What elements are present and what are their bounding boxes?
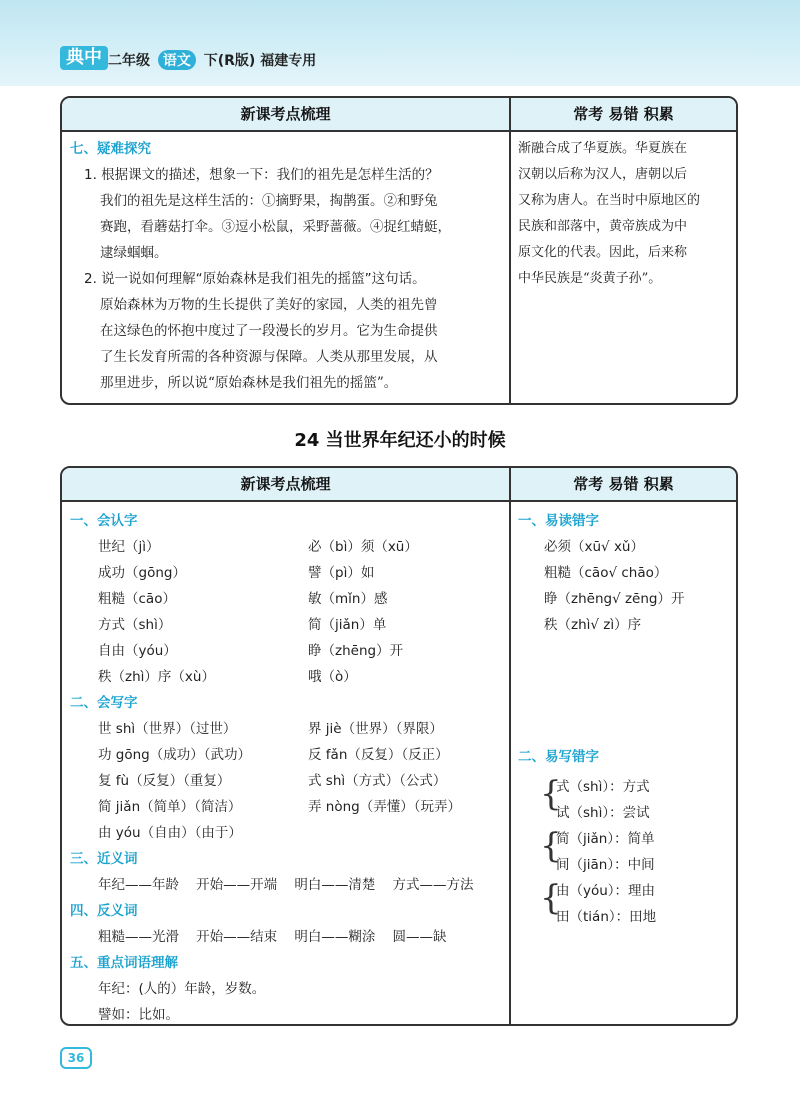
- question: 1. 根据课文的描述，想象一下：我们的祖先是怎样生活的？: [84, 167, 439, 183]
- write-item: 界 jiè（世界）（界限）: [308, 721, 443, 737]
- header-band: [0, 0, 800, 86]
- left-content: [70, 136, 502, 396]
- read-item: 哦（ò）: [308, 669, 357, 685]
- answer-block: [70, 188, 502, 266]
- read-item: 必（bì）须（xū）: [308, 539, 418, 555]
- brace-icon: {: [540, 878, 562, 918]
- read-chars: [70, 534, 506, 690]
- read-item: 自由（yóu）: [98, 643, 177, 659]
- section-heading: 二、易写错字: [518, 749, 599, 765]
- read-item: 秩（zhì）序（xù）: [98, 669, 215, 685]
- read-item: 敏（mǐn）感: [308, 591, 388, 607]
- divider: [509, 98, 511, 403]
- easy-write-item: 田（tián）：田地: [556, 909, 657, 925]
- easy-read-item: 睁（zhēng√ zēng）开: [544, 591, 685, 607]
- read-item: 睁（zhēng）开: [308, 643, 404, 659]
- read-item: 譬（pì）如: [308, 565, 375, 581]
- easy-write-item: 式（shì）：方式: [556, 779, 650, 795]
- write-item: 世 shì（世界）（过世）: [98, 721, 237, 737]
- read-item: 简（jiǎn）单: [308, 617, 387, 633]
- write-item: 简 jiǎn（简单）（简洁）: [98, 799, 242, 815]
- region: 福建专用: [260, 53, 317, 69]
- brand-logo: 典中: [60, 46, 108, 70]
- right-content: [518, 136, 732, 292]
- easy-write-item: 由（yóu）：理由: [556, 883, 656, 899]
- write-chars: [70, 716, 506, 846]
- section-heading: 四、反义词: [70, 903, 138, 919]
- easy-read-list: [518, 534, 732, 638]
- header-text: [108, 50, 316, 70]
- easy-read-item: 粗糙（cāo√ chāo）: [544, 565, 668, 581]
- panel-left-title: 新课考点梳理: [240, 475, 331, 493]
- left-content: [70, 508, 506, 1026]
- vocab-item: 年纪：(人的）年龄，岁数。: [98, 981, 266, 997]
- note-line: 汉朝以后称为汉人，唐朝以后: [518, 167, 688, 182]
- section-heading: 一、会认字: [70, 513, 138, 529]
- section-heading: 一、易读错字: [518, 513, 599, 529]
- easy-write-item: 试（shì）：尝试: [556, 805, 650, 821]
- answer-line: 我们的祖先是这样生活的：①摘野果，掏鹊蛋。②和野兔: [100, 193, 438, 209]
- read-item: 世纪（jì）: [98, 539, 160, 555]
- section-heading: 五、重点词语理解: [70, 955, 178, 971]
- panel-header: [62, 468, 736, 502]
- read-col-left: [98, 534, 298, 690]
- read-item: 粗糙（cāo）: [98, 591, 176, 607]
- easy-read-item: 秩（zhì√ zì）序: [544, 617, 642, 633]
- read-col-right: [308, 534, 504, 690]
- write-item: 复 fù（反复）（重复）: [98, 773, 231, 789]
- panel-lesson: [60, 466, 738, 1026]
- write-item: 式 shì（方式）（公式）: [308, 773, 447, 789]
- answer-block: [70, 292, 502, 396]
- question: 2. 说一说如何理解“原始森林是我们祖先的摇篮”这句话。: [84, 271, 426, 287]
- brace-icon: {: [540, 774, 562, 814]
- section-heading: 三、近义词: [70, 851, 138, 867]
- right-content: [518, 508, 732, 930]
- panel-left-title: 新课考点梳理: [240, 105, 331, 123]
- grade: 二年级: [108, 53, 150, 69]
- note-line: 中华民族是“炎黄子孙”。: [518, 271, 662, 286]
- volume: 下(R版): [203, 53, 256, 69]
- answer-line: 那里进步，所以说“原始森林是我们祖先的摇篮”。: [100, 375, 398, 391]
- write-item: 反 fǎn（反复）（反正）: [308, 747, 449, 763]
- divider: [509, 468, 511, 1024]
- easy-write-list: [518, 770, 732, 930]
- easy-write-item: 间（jiān）：中间: [556, 857, 655, 873]
- synonyms: 年纪——年龄 开始——开端 明白——清楚 方式——方法: [98, 877, 474, 893]
- answer-line: 了生长发育所需的各种资源与保障。人类从那里发展，从: [100, 349, 438, 365]
- write-item: 功 gōng（成功）（武功）: [98, 747, 251, 763]
- page-number: 36: [60, 1047, 92, 1069]
- vocab-item: 譬如：比如。: [98, 1007, 179, 1023]
- answer-line: 原始森林为万物的生长提供了美好的家园，人类的祖先曾: [100, 297, 438, 313]
- read-item: 成功（gōng）: [98, 565, 186, 581]
- easy-read-item: 必须（xū√ xǔ）: [544, 539, 644, 555]
- write-col-left: [98, 716, 306, 846]
- antonyms: 粗糙——光滑 开始——结束 明白——糊涂 圆——缺: [98, 929, 447, 945]
- note-line: 民族和部落中，黄帝族成为中: [518, 219, 688, 234]
- answer-line: 赛跑，看蘑菇打伞。③逗小松鼠，采野蔷薇。④捉红蜻蜓，: [100, 219, 451, 235]
- answer-line: 逮绿蝈蝈。: [100, 245, 168, 261]
- note-line: 又称为唐人。在当时中原地区的: [518, 193, 701, 208]
- answer-line: 在这绿色的怀抱中度过了一段漫长的岁月。它为生命提供: [100, 323, 438, 339]
- lesson-title: 24 当世界年纪还小的时候: [294, 430, 506, 451]
- write-item: 弄 nòng（弄懂）（玩弄）: [308, 799, 461, 815]
- subject-badge: 语文: [158, 50, 196, 70]
- easy-write-item: 简（jiǎn）：简单: [556, 831, 655, 847]
- note-line: 原文化的代表。因此，后来称: [518, 245, 688, 260]
- note-line: 渐融合成了华夏族。华夏族在: [518, 141, 688, 156]
- panel-review: [60, 96, 738, 405]
- panel-header: [62, 98, 736, 132]
- panel-right-title: 常考 易错 积累: [573, 105, 674, 123]
- brace-icon: {: [540, 826, 562, 866]
- read-item: 方式（shì）: [98, 617, 172, 633]
- write-item: 由 yóu（自由）（由于）: [98, 825, 242, 841]
- section-heading: 二、会写字: [70, 695, 138, 711]
- panel-right-title: 常考 易错 积累: [573, 475, 674, 493]
- section-heading: 七、疑难探究: [70, 141, 151, 157]
- write-col-right: [308, 716, 504, 820]
